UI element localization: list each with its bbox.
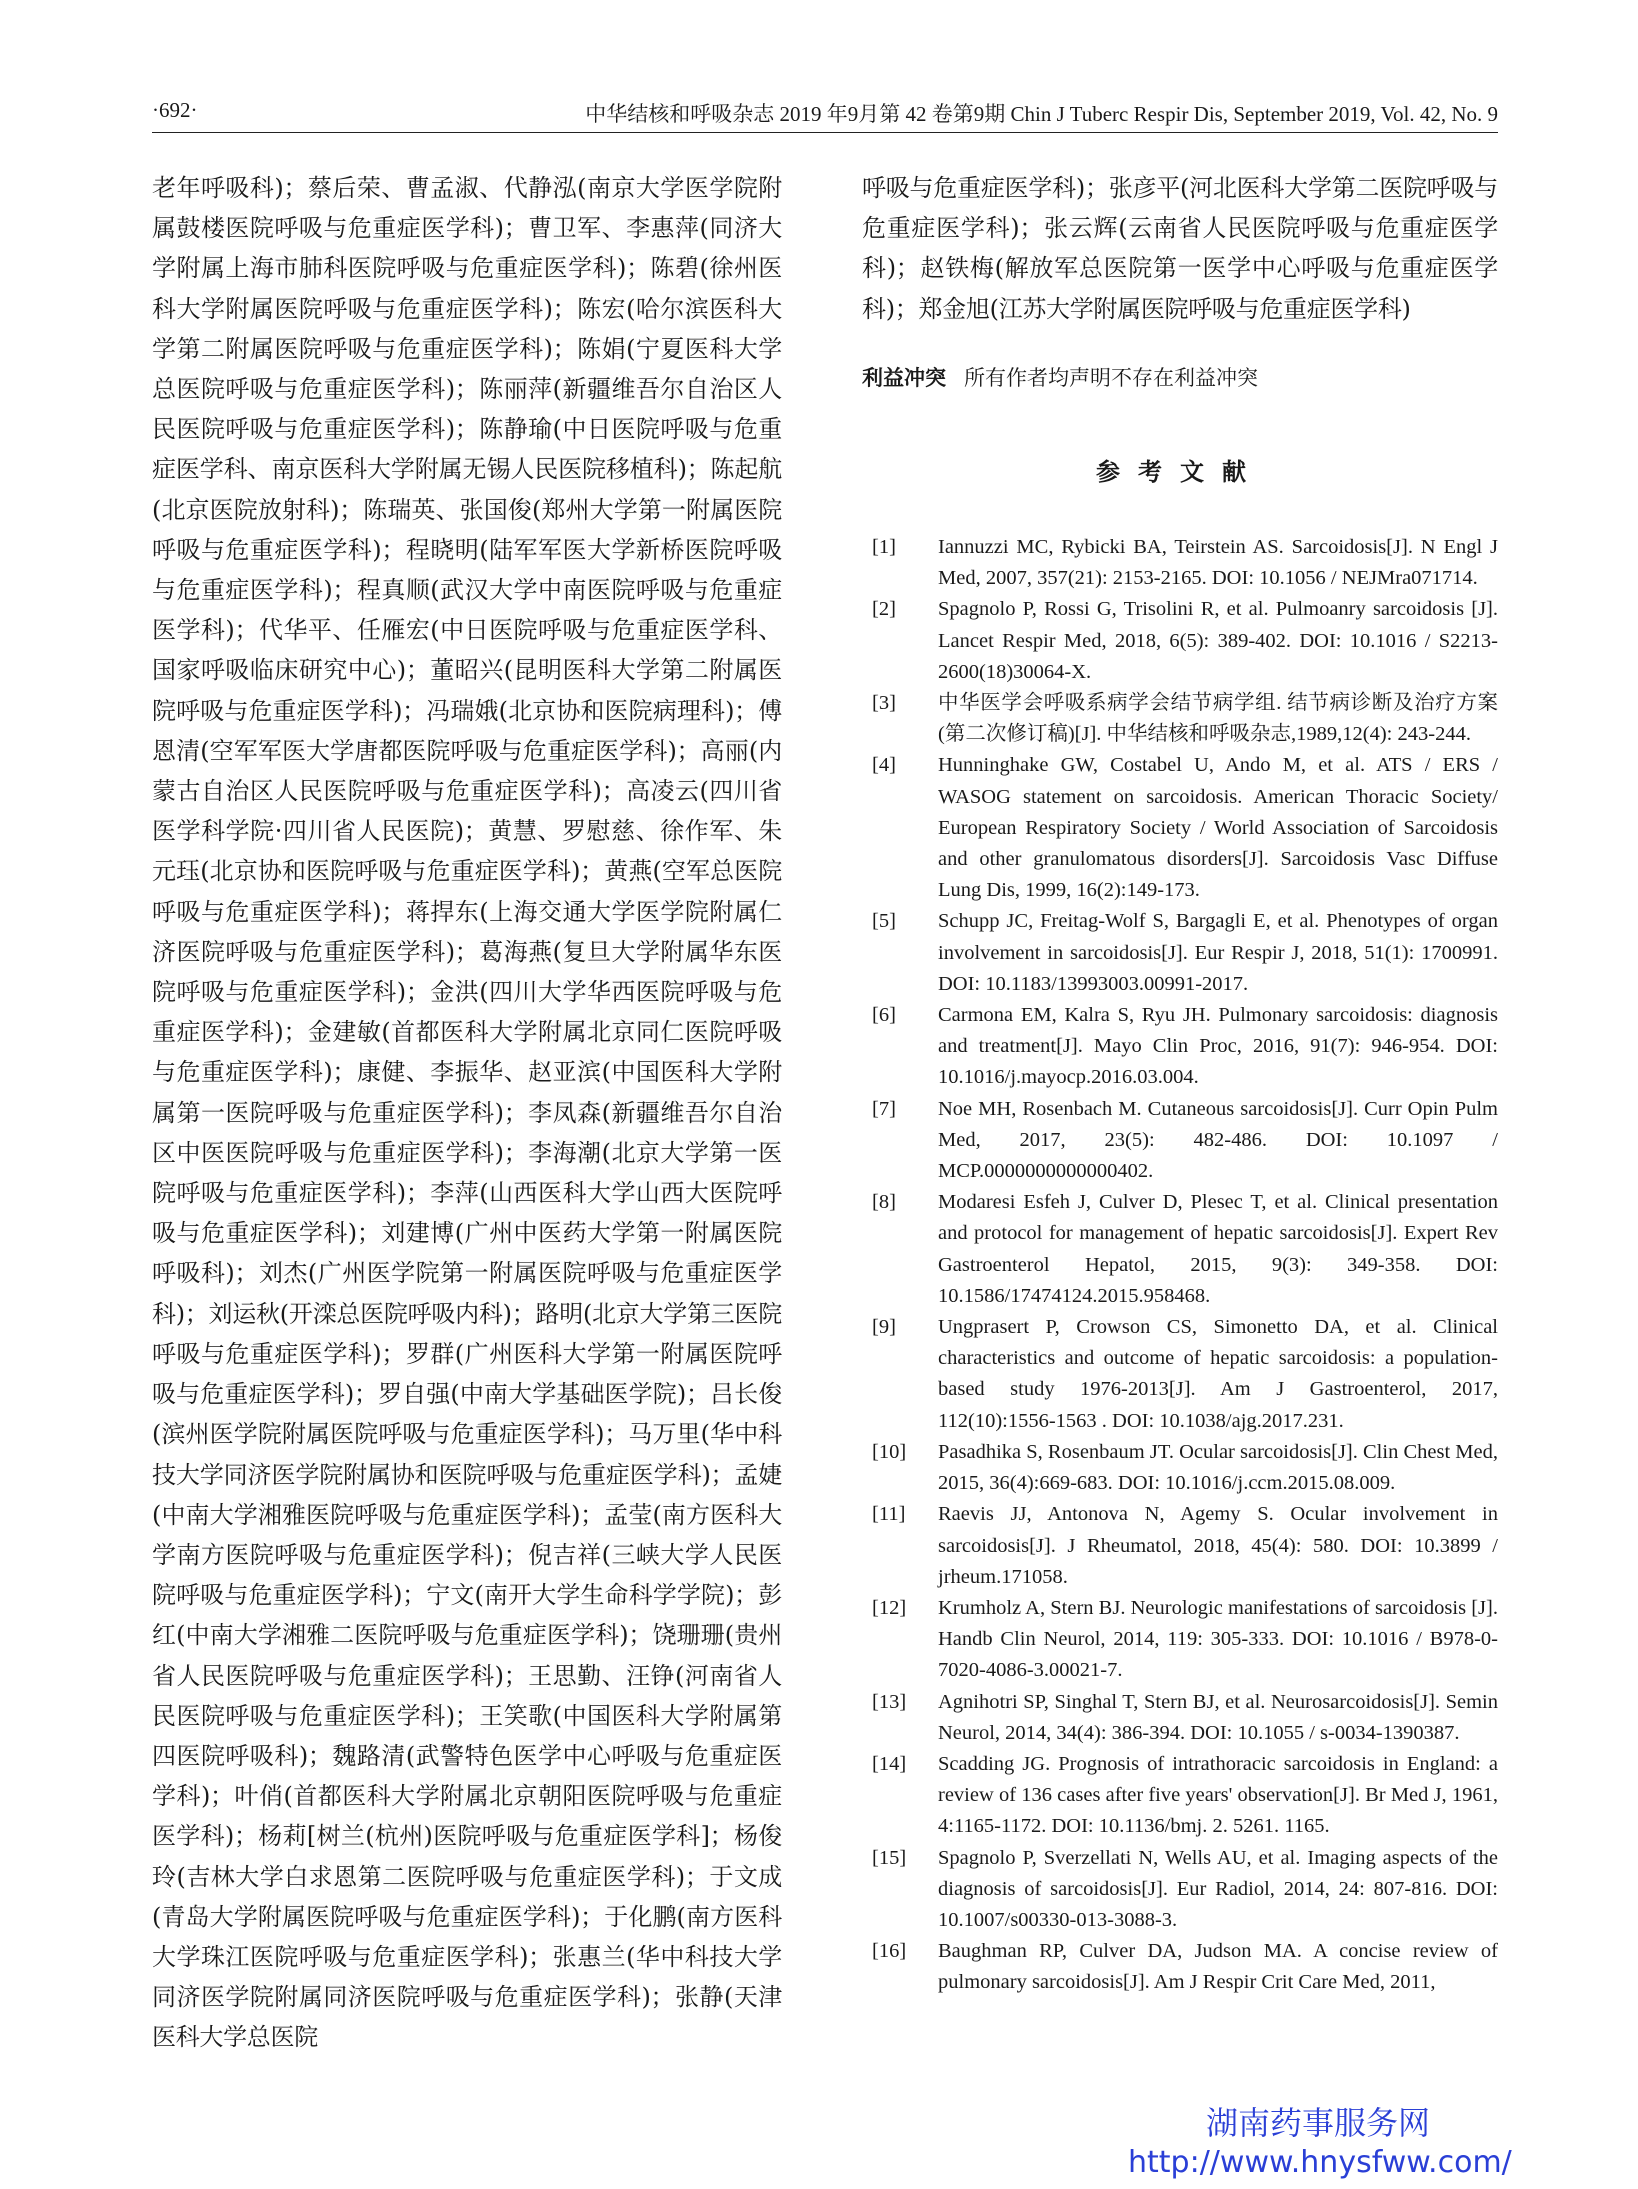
reference-text: Ungprasert P, Crowson CS, Simonetto DA, et al. Clinical characteristics and outcome of hepatic sarcoidosis: a population-based study 1976-2013[J]. Am J Gastroenterol, 2017, 112(10):1556-1563 . DOI: 10.1038/ajg.2017.231. (938, 1316, 1498, 1432)
reference-text: Spagnolo P, Sverzellati N, Wells AU, et al. Imaging aspects of the diagnosis of sarcoidosis[J]. Eur Radiol, 2014, 24: 807-816. DOI: 10.1007/s00330-013-3088-3. (938, 1846, 1498, 1931)
reference-item (872, 594, 1498, 688)
reference-number: [13] (872, 1690, 907, 1713)
reference-text: Carmona EM, Kalra S, Ryu JH. Pulmonary sarcoidosis: diagnosis and treatment[J]. Mayo Clin Proc, 2016, 91(7): 946-954. DOI: 10.1016/j.mayocp.2016.03.004. (938, 1004, 1498, 1089)
reference-number: [12] (872, 1596, 907, 1619)
references-heading: 参考文献 (1096, 458, 1264, 486)
reference-item (872, 1843, 1498, 1937)
conflict-of-interest (862, 362, 1498, 394)
coi-text: 所有作者均声明不存在利益冲突 (964, 366, 1258, 390)
watermark-url[interactable]: http://www.hnysfww.com/ (1128, 2145, 1512, 2180)
author-affiliations-right: 呼吸与危重症医学科)；张彦平(河北医科大学第二医院呼吸与危重症医学科)；张云辉(云南省人民医院呼吸与危重症医学科)；赵铁梅(解放军总医院第一医学中心呼吸与危重症医学科)；郑金旭(江苏大学附属医院呼吸与危重症医学科) (862, 174, 1498, 323)
reference-item (872, 688, 1498, 750)
reference-item (872, 1499, 1498, 1593)
reference-list (872, 532, 1498, 1999)
author-affiliations-left: 老年呼吸科)；蔡后荣、曹孟淑、代静泓(南京大学医学院附属鼓楼医院呼吸与危重症医学科)；曹卫军、李惠萍(同济大学附属上海市肺科医院呼吸与危重症医学科)；陈碧(徐州医科大学附属医院呼吸与危重症医学科)；陈宏(哈尔滨医科大学第二附属医院呼吸与危重症医学科)；陈娟(宁夏医科大学总医院呼吸与危重症医学科)；陈丽萍(新疆维吾尔自治区人民医院呼吸与危重症医学科)；陈静瑜(中日医院呼吸与危重症医学科、南京医科大学附属无锡人民医院移植科)；陈起航(北京医院放射科)；陈瑞英、张国俊(郑州大学第一附属医院呼吸与危重症医学科)；程晓明(陆军军医大学新桥医院呼吸与危重症医学科)；程真顺(武汉大学中南医院呼吸与危重症医学科)；代华平、任雁宏(中日医院呼吸与危重症医学科、国家呼吸临床研究中心)；董昭兴(昆明医科大学第二附属医院呼吸与危重症医学科)；冯瑞娥(北京协和医院病理科)；傅恩清(空军军医大学唐都医院呼吸与危重症医学科)；高丽(内蒙古自治区人民医院呼吸与危重症医学科)；高凌云(四川省医学科学院·四川省人民医院)；黄慧、罗慰慈、徐作军、朱元珏(北京协和医院呼吸与危重症医学科)；黄燕(空军总医院呼吸与危重症医学科)；蒋捍东(上海交通大学医学院附属仁济医院呼吸与危重症医学科)；葛海燕(复旦大学附属华东医院呼吸与危重症医学科)；金洪(四川大学华西医院呼吸与危重症医学科)；金建敏(首都医科大学附属北京同仁医院呼吸与危重症医学科)；康健、李振华、赵亚滨(中国医科大学附属第一医院呼吸与危重症医学科)；李凤森(新疆维吾尔自治区中医医院呼吸与危重症医学科)；李海潮(北京大学第一医院呼吸与危重症医学科)；李萍(山西医科大学山西大医院呼吸与危重症医学科)；刘建博(广州中医药大学第一附属医院呼吸科)；刘杰(广州医学院第一附属医院呼吸与危重症医学科)；刘运秋(开滦总医院呼吸内科)；路明(北京大学第三医院呼吸与危重症医学科)；罗群(广州医科大学第一附属医院呼吸与危重症医学科)；罗自强(中南大学基础医学院)；吕长俊(滨州医学院附属医院呼吸与危重症医学科)；马万里(华中科技大学同济医学院附属协和医院呼吸与危重症医学科)；孟婕(中南大学湘雅医院呼吸与危重症医学科)；孟莹(南方医科大学南方医院呼吸与危重症医学科)；倪吉祥(三峡大学人民医院呼吸与危重症医学科)；宁文(南开大学生命科学学院)；彭红(中南大学湘雅二医院呼吸与危重症医学科)；饶珊珊(贵州省人民医院呼吸与危重症医学科)；王思勤、汪铮(河南省人民医院呼吸与危重症医学科)；王笑歌(中国医科大学附属第四医院呼吸科)；魏路清(武警特色医学中心呼吸与危重症医学科)；叶俏(首都医科大学附属北京朝阳医院呼吸与危重症医学科)；杨莉[树兰(杭州)医院呼吸与危重症医学科]；杨俊玲(吉林大学白求恩第二医院呼吸与危重症医学科)；于文成(青岛大学附属医院呼吸与危重症医学科)；于化鹏(南方医科大学珠江医院呼吸与危重症医学科)；张惠兰(华中科技大学同济医学院附属同济医院呼吸与危重症医学科)；张静(天津医科大学总医院 (152, 174, 782, 2052)
reference-number: [6] (872, 1004, 896, 1027)
reference-text: Scadding JG. Prognosis of intrathoracic sarcoidosis in England: a review of 136 cases after five years' observation[J]. Br Med J, 1961, 4:1165-1172. DOI: 10.1136/bmj. 2. 5261. 1165. (938, 1752, 1498, 1838)
reference-text: Spagnolo P, Rossi G, Trisolini R, et al. Pulmoanry sarcoidosis [J]. Lancet Respir Med, 2018, 6(5): 389-402. DOI: 10.1016 / S2213-2600(18)30064-X. (938, 598, 1498, 683)
reference-item (872, 906, 1498, 1000)
reference-item (872, 1749, 1498, 1843)
reference-number: [7] (872, 1097, 896, 1120)
reference-item (872, 1437, 1498, 1499)
reference-text: Krumholz A, Stern BJ. Neurologic manifestations of sarcoidosis [J]. Handb Clin Neurol, 2014, 119: 305-333. DOI: 10.1016 / B978-0-7020-4086-3.00021-7. (938, 1596, 1498, 1682)
reference-number: [15] (872, 1846, 907, 1869)
reference-item (872, 750, 1498, 906)
reference-text: Pasadhika S, Rosenbaum JT. Ocular sarcoidosis[J]. Clin Chest Med, 2015, 36(4):669-683. DOI: 10.1016/j.ccm.2015.08.009. (938, 1440, 1498, 1495)
coi-label: 利益冲突 (862, 366, 946, 390)
reference-number: [14] (872, 1752, 907, 1775)
page-number: ·692· (152, 98, 198, 122)
reference-text: Schupp JC, Freitag-Wolf S, Bargagli E, et al. Phenotypes of organ involvement in sarcoidosis[J]. Eur Respir J, 2018, 51(1): 1700991. DOI: 10.1183/13993003.00991-2017. (938, 910, 1498, 995)
reference-number: [4] (872, 754, 896, 777)
reference-item (872, 1593, 1498, 1687)
reference-item (872, 1687, 1498, 1749)
reference-item (872, 1094, 1498, 1188)
reference-item (872, 1936, 1498, 1998)
reference-text: Noe MH, Rosenbach M. Cutaneous sarcoidosis[J]. Curr Opin Pulm Med, 2017, 23(5): 482-486. DOI: 10.1097 / MCP.0000000000000402. (938, 1097, 1498, 1183)
reference-number: [16] (872, 1940, 907, 1963)
watermark-site-name: 湖南药事服务网 (1205, 2104, 1430, 2142)
reference-text: 中华医学会呼吸系病学会结节病学组. 结节病诊断及治疗方案(第二次修订稿)[J]. 中华结核和呼吸杂志,1989,12(4): 243-244. (938, 692, 1498, 746)
journal-citation: 中华结核和呼吸杂志 2019 年9月第 42 卷第9期 Chin J Tuberc Respir Dis, September 2019, Vol. 42, No. 9 (585, 102, 1498, 126)
reference-text: Raevis JJ, Antonova N, Agemy S. Ocular involvement in sarcoidosis[J]. J Rheumatol, 2018, 45(4): 580. DOI: 10.3899 / jrheum.171058. (938, 1503, 1498, 1588)
reference-item (872, 1000, 1498, 1094)
reference-item (872, 1187, 1498, 1312)
page-header (152, 98, 1498, 133)
reference-text: Agnihotri SP, Singhal T, Stern BJ, et al. Neurosarcoidosis[J]. Semin Neurol, 2014, 34(4): 386-394. DOI: 10.1055 / s-0034-1390387. (938, 1690, 1498, 1744)
reference-number: [8] (872, 1191, 896, 1214)
reference-item (872, 1312, 1498, 1437)
reference-number: [10] (872, 1440, 907, 1463)
reference-number: [9] (872, 1316, 896, 1339)
reference-text: Baughman RP, Culver DA, Judson MA. A concise review of pulmonary sarcoidosis[J]. Am J Respir Crit Care Med, 2011, (938, 1940, 1498, 1994)
site-watermark (1128, 2103, 1512, 2183)
reference-text: Iannuzzi MC, Rybicki BA, Teirstein AS. Sarcoidosis[J]. N Engl J Med, 2007, 357(21): 2153-2165. DOI: 10.1056 / NEJMra071714. (938, 536, 1498, 590)
reference-number: [11] (872, 1503, 906, 1526)
reference-number: [2] (872, 598, 896, 621)
reference-number: [3] (872, 692, 896, 715)
reference-item (872, 532, 1498, 594)
reference-number: [1] (872, 536, 896, 558)
reference-number: [5] (872, 910, 896, 933)
reference-text: Hunninghake GW, Costabel U, Ando M, et al. ATS / ERS / WASOG statement on sarcoidosis. American Thoracic Society/ European Respiratory Society / World Association of Sarcoidosis and other granulomatous disorders[J]. Sarcoidosis Vasc Diffuse Lung Dis, 1999, 16(2):149-173. (938, 754, 1498, 902)
reference-text: Modaresi Esfeh J, Culver D, Plesec T, et al. Clinical presentation and protocol for management of hepatic sarcoidosis[J]. Expert Rev Gastroenterol Hepatol, 2015, 9(3): 349-358. DOI: 10.1586/17474124.2015.958468. (938, 1191, 1498, 1307)
